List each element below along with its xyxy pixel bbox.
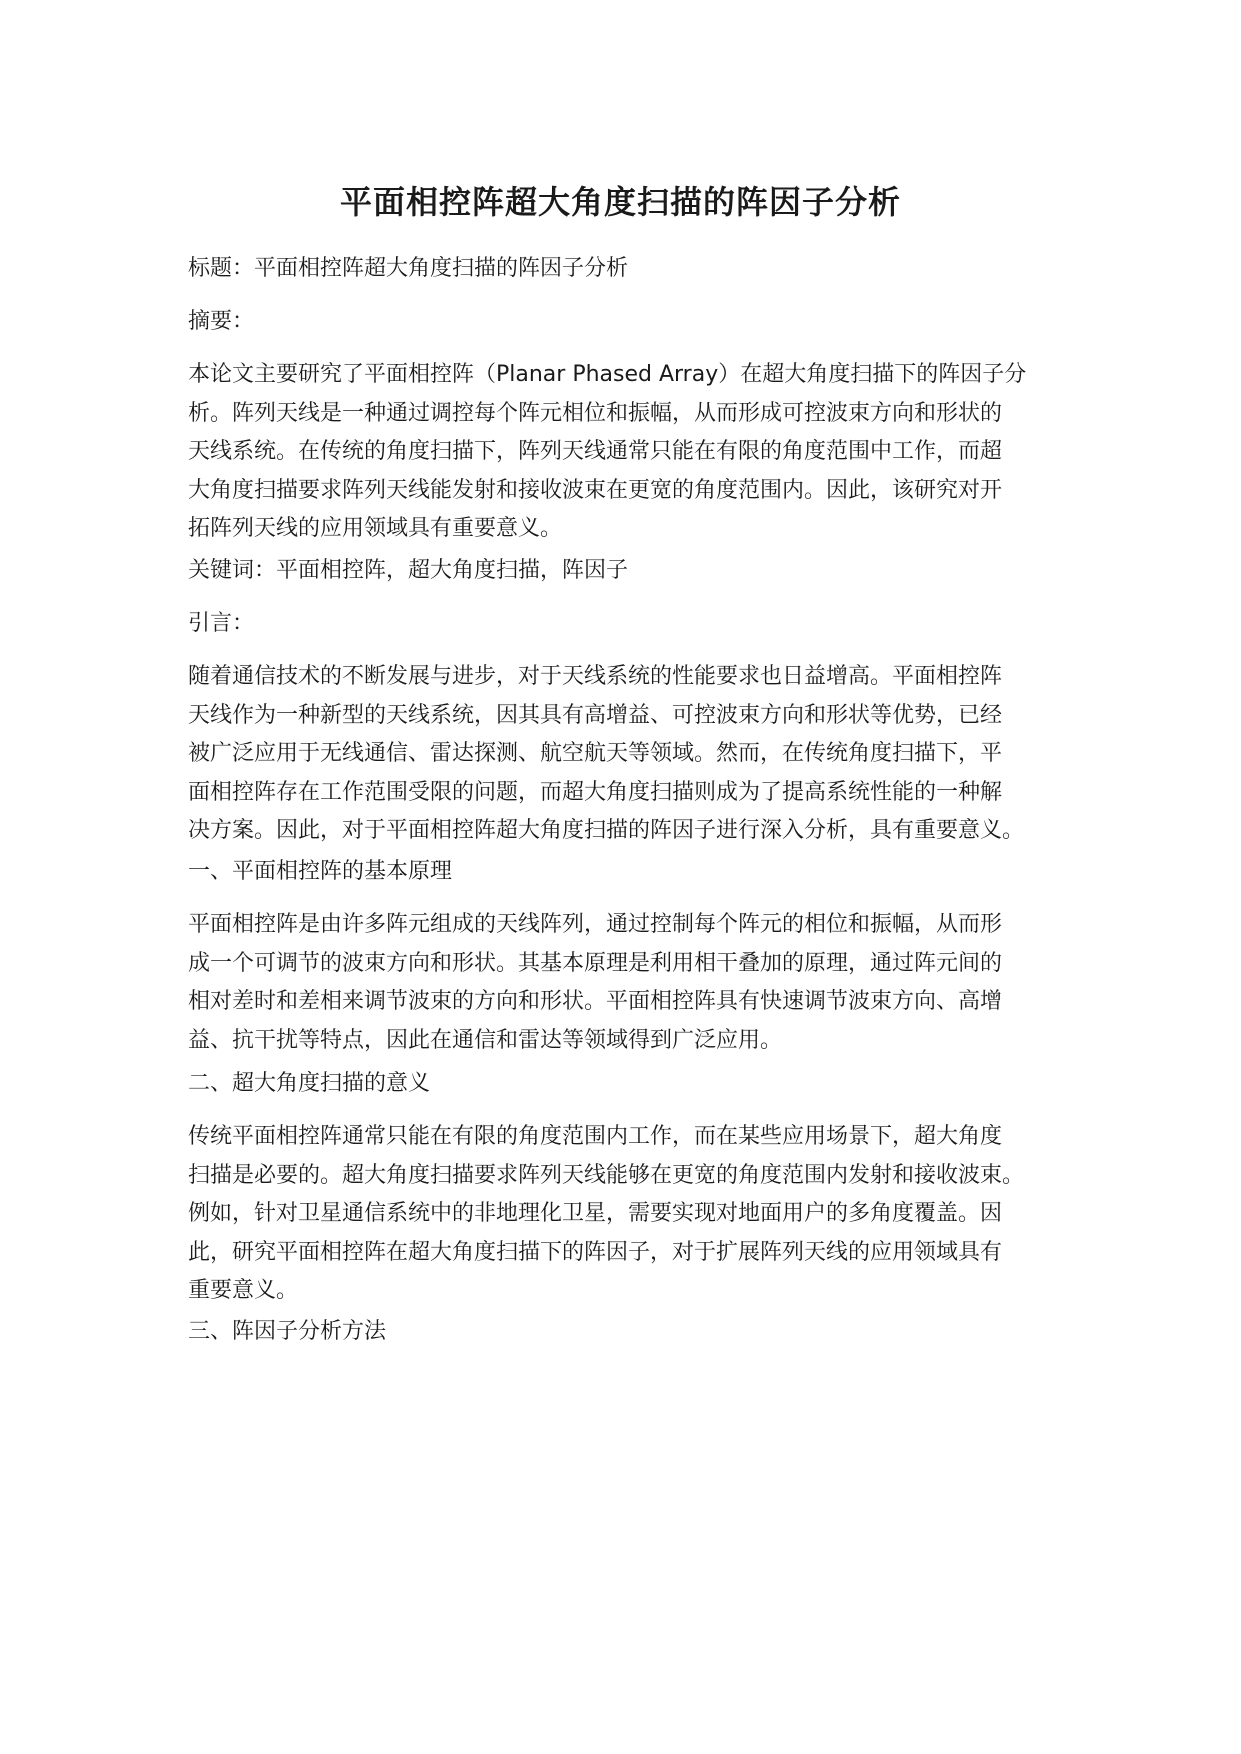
section2-line: 扫描是必要的。超大角度扫描要求阵列天线能够在更宽的角度范围内发射和接收波束。 <box>188 1162 1025 1188</box>
section2-line: 传统平面相控阵通常只能在有限的角度范围内工作，而在某些应用场景下，超大角度 <box>188 1124 1003 1149</box>
abstract-heading: 摘要： <box>188 309 255 334</box>
section2-line: 重要意义。 <box>188 1278 299 1303</box>
section3-heading: 三、阵因子分析方法 <box>188 1319 387 1344</box>
intro-line: 被广泛应用于无线通信、雷达探测、航空航天等领域。然而，在传统角度扫描下，平 <box>188 741 1003 766</box>
document-title: 平面相控阵超大角度扫描的阵因子分析 <box>339 183 901 221</box>
section1-line: 相对差时和差相来调节波束的方向和形状。平面相控阵具有快速调节波束方向、高增 <box>188 989 1003 1014</box>
abstract-line: 本论文主要研究了平面相控阵（Planar Phased Array）在超大角度扫描下的阵因子分 <box>188 362 1027 387</box>
section2-line: 此，研究平面相控阵在超大角度扫描下的阵因子，对于扩展阵列天线的应用领域具有 <box>188 1239 1003 1265</box>
section1-line: 成一个可调节的波束方向和形状。其基本原理是利用相干叠加的原理，通过阵元间的 <box>188 950 1003 976</box>
keywords-line: 关键词：平面相控阵，超大角度扫描，阵因子 <box>188 558 629 583</box>
section1-paragraph <box>188 906 1068 1060</box>
abstract-line: 大角度扫描要求阵列天线能发射和接收波束在更宽的角度范围内。因此，该研究对开 <box>188 477 1003 503</box>
intro-heading: 引言： <box>188 611 255 636</box>
section1-line: 平面相控阵是由许多阵元组成的天线阵列，通过控制每个阵元的相位和振幅，从而形 <box>188 912 1003 937</box>
intro-line: 随着通信技术的不断发展与进步，对于天线系统的性能要求也日益增高。平面相控阵 <box>188 664 1003 689</box>
title-line: 标题：平面相控阵超大角度扫描的阵因子分析 <box>188 256 629 281</box>
intro-line: 天线作为一种新型的天线系统，因其具有高增益、可控波束方向和形状等优势，已经 <box>188 702 1003 728</box>
section1-heading: 一、平面相控阵的基本原理 <box>188 859 453 884</box>
abstract-paragraph <box>188 356 1068 549</box>
intro-paragraph <box>188 658 1068 851</box>
intro-line: 决方案。因此，对于平面相控阵超大角度扫描的阵因子进行深入分析，具有重要意义。 <box>188 818 1025 843</box>
section2-line: 例如，针对卫星通信系统中的非地理化卫星，需要实现对地面用户的多角度覆盖。因 <box>188 1201 1003 1226</box>
abstract-line: 拓阵列天线的应用领域具有重要意义。 <box>188 516 563 541</box>
section1-line: 益、抗干扰等特点，因此在通信和雷达等领域得到广泛应用。 <box>188 1027 783 1053</box>
intro-line: 面相控阵存在工作范围受限的问题，而超大角度扫描则成为了提高系统性能的一种解 <box>188 779 1003 805</box>
section2-paragraph <box>188 1118 1068 1311</box>
abstract-line: 析。阵列天线是一种通过调控每个阵元相位和振幅，从而形成可控波束方向和形状的 <box>188 400 1003 426</box>
section2-heading: 二、超大角度扫描的意义 <box>188 1071 431 1096</box>
abstract-line: 天线系统。在传统的角度扫描下，阵列天线通常只能在有限的角度范围中工作，而超 <box>188 439 1003 464</box>
